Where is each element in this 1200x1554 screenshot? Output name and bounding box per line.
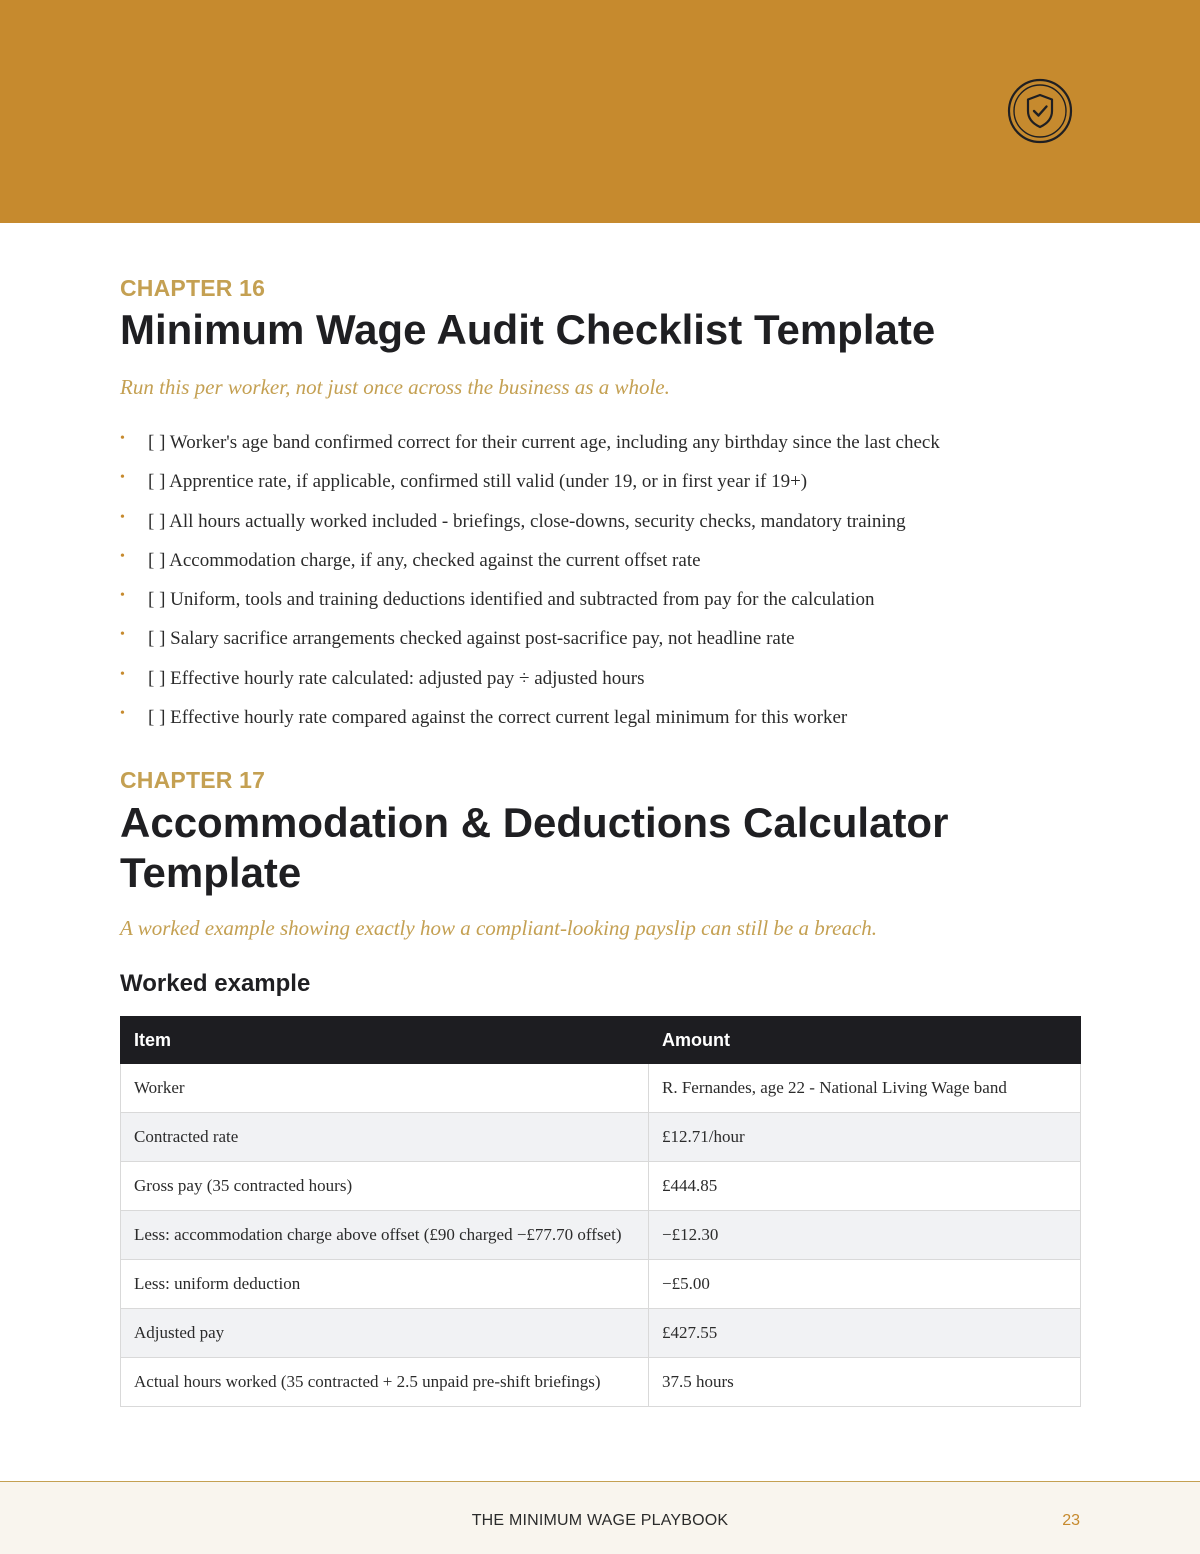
chapter-16-title: Minimum Wage Audit Checklist Template: [120, 306, 936, 353]
audit-checklist: [120, 428, 940, 742]
cell-item: Gross pay (35 contracted hours): [121, 1162, 649, 1211]
checklist-item: [120, 507, 940, 546]
table-row: [121, 1358, 1081, 1407]
checklist-item: [120, 467, 940, 506]
cell-amount: −£12.30: [649, 1211, 1081, 1260]
cell-item: Contracted rate: [121, 1113, 649, 1162]
cell-item: Less: accommodation charge above offset (£90 charged −£77.70 offset): [121, 1211, 649, 1260]
cell-amount: −£5.00: [649, 1260, 1081, 1309]
column-header-amount: Amount: [649, 1017, 1081, 1064]
checklist-item: [120, 703, 940, 742]
shield-check-icon: [1007, 78, 1073, 144]
checklist-item-text: [ ] All hours actually worked included - briefings, close-downs, security checks, mandatory training: [148, 510, 906, 532]
checklist-item: [120, 546, 940, 585]
cell-amount: £444.85: [649, 1162, 1081, 1211]
bullet-icon: •: [120, 548, 125, 564]
cell-amount: £427.55: [649, 1309, 1081, 1358]
cell-amount: R. Fernandes, age 22 - National Living Wage band: [649, 1064, 1081, 1113]
checklist-item-text: [ ] Uniform, tools and training deductions identified and subtracted from pay for the calculation: [148, 589, 875, 611]
checklist-item: [120, 664, 940, 703]
bullet-icon: •: [120, 470, 125, 486]
checklist-item-text: [ ] Worker's age band confirmed correct for their current age, including any birthday since the last check: [148, 432, 940, 453]
checklist-item-text: [ ] Salary sacrifice arrangements checked against post-sacrifice pay, not headline rate: [148, 628, 795, 650]
table-row: [121, 1162, 1081, 1211]
bullet-icon: •: [120, 706, 125, 722]
checklist-item: [120, 624, 940, 663]
table-row: [121, 1211, 1081, 1260]
bullet-icon: •: [120, 588, 125, 604]
cell-item: Actual hours worked (35 contracted + 2.5 unpaid pre-shift briefings): [121, 1358, 649, 1407]
bullet-icon: •: [120, 509, 125, 525]
table-row: [121, 1309, 1081, 1358]
table-row: [121, 1064, 1081, 1113]
checklist-item-text: [ ] Accommodation charge, if any, checked against the current offset rate: [148, 549, 701, 571]
worked-example-table: [120, 1016, 1081, 1407]
chapter-16-subtitle: Run this per worker, not just once across the business as a whole.: [120, 375, 670, 399]
page-footer: [0, 1481, 1200, 1554]
page-number: 23: [1062, 1512, 1080, 1529]
checklist-item: [120, 585, 940, 624]
checklist-item-text: [ ] Effective hourly rate compared against the correct current legal minimum for this worker: [148, 707, 848, 729]
cell-item: Worker: [121, 1064, 649, 1113]
footer-book-title: THE MINIMUM WAGE PLAYBOOK: [471, 1512, 729, 1529]
cell-item: Less: uniform deduction: [121, 1260, 649, 1309]
cell-amount: £12.71/hour: [649, 1113, 1081, 1162]
cell-item: Adjusted pay: [121, 1309, 649, 1358]
chapter-17-subtitle: A worked example showing exactly how a compliant-looking payslip can still be a breach.: [120, 916, 878, 940]
bullet-icon: •: [120, 431, 125, 446]
table-row: [121, 1113, 1081, 1162]
chapter-17-label: CHAPTER 17: [120, 767, 266, 793]
checklist-item: [120, 428, 940, 467]
cell-amount: 37.5 hours: [649, 1358, 1081, 1407]
worked-example-heading: Worked example: [120, 970, 311, 997]
checklist-item-text: [ ] Effective hourly rate calculated: adjusted pay ÷ adjusted hours: [148, 667, 645, 689]
header-band: [0, 0, 1200, 223]
checklist-item-text: [ ] Apprentice rate, if applicable, confirmed still valid (under 19, or in first year if 19+): [148, 471, 808, 493]
chapter-16-label: CHAPTER 16: [120, 275, 266, 301]
column-header-item: Item: [121, 1017, 649, 1064]
table-header-row: [121, 1017, 1081, 1064]
bullet-icon: •: [120, 627, 125, 643]
bullet-icon: •: [120, 666, 125, 682]
chapter-17-title: Accommodation & Deductions Calculator Template: [120, 799, 949, 896]
table-row: [121, 1260, 1081, 1309]
